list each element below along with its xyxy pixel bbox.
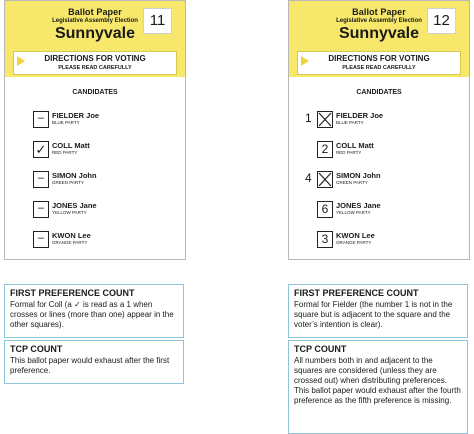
- ballot-paper: [288, 0, 470, 260]
- election-name: Legislative Assembly Election: [52, 18, 138, 24]
- directions-band: [289, 49, 469, 77]
- tcp-count-title: TCP COUNT: [294, 344, 347, 354]
- directions-title: DIRECTIONS FOR VOTING: [328, 54, 430, 63]
- candidate-row: [289, 201, 469, 223]
- first-preference-text: Formal for Fielder (the number 1 is not in the square but is adjacent to the square and the voter’s intention is clear).: [294, 300, 453, 329]
- tcp-count-title: TCP COUNT: [10, 344, 63, 354]
- tcp-count-box: [4, 340, 184, 384]
- tcp-count-text: This ballot paper would exhaust after the first preference.: [10, 356, 170, 375]
- preference-square[interactable]: [317, 231, 333, 248]
- candidate-row: [289, 171, 469, 193]
- preference-number: 2: [321, 142, 329, 156]
- first-preference-title: FIRST PREFERENCE COUNT: [294, 288, 419, 298]
- cross-mark-icon: [318, 112, 332, 127]
- preference-square[interactable]: [33, 111, 49, 128]
- candidate-name: FIELDER Joe: [336, 111, 384, 120]
- adjacent-preference-number: 1: [305, 111, 312, 125]
- candidate-party: ORANGE PARTY: [52, 240, 88, 245]
- directions-subtitle: PLEASE READ CAREFULLY: [342, 65, 416, 71]
- candidate-row: [5, 171, 185, 193]
- candidate-name: COLL Matt: [52, 141, 90, 150]
- dash-mark: –: [37, 202, 45, 214]
- tcp-count-text: All numbers both in and adjacent to the squares are considered (unless they are crossed out) when distributing preferences. This ballot paper would exhaust after the fourth preference as the fifth preference is missing.: [294, 356, 461, 405]
- preference-square[interactable]: [33, 201, 49, 218]
- ballot-header: [5, 1, 185, 49]
- first-preference-text: Formal for Coll (a ✓ is read as a 1 when crosses or lines (more than one) appear in the other squares).: [10, 300, 174, 329]
- adjacent-preference-number: 4: [305, 171, 312, 185]
- candidate-name: JONES Jane: [52, 201, 97, 210]
- preference-square[interactable]: [33, 231, 49, 248]
- candidate-row: [289, 141, 469, 163]
- candidate-party: ORANGE PARTY: [336, 240, 372, 245]
- candidate-row: [5, 231, 185, 253]
- ballot-paper: [4, 0, 186, 260]
- dash-mark: –: [37, 172, 45, 184]
- ballot-header: [289, 1, 469, 49]
- candidate-name: SIMON John: [52, 171, 97, 180]
- preference-number: 6: [321, 202, 329, 216]
- candidate-row: [5, 201, 185, 223]
- ballot-paper-title: Ballot Paper: [68, 7, 122, 17]
- candidate-party: BLUE PARTY: [336, 120, 364, 125]
- preference-number: 3: [321, 232, 329, 246]
- candidate-row: [289, 111, 469, 133]
- tcp-count-box: [288, 340, 468, 434]
- candidates-heading: CANDIDATES: [72, 89, 118, 96]
- check-mark-icon: ✓: [35, 142, 47, 157]
- ballot-number: 11: [143, 8, 172, 34]
- district-name: Sunnyvale: [54, 25, 136, 42]
- candidate-party: GREEN PARTY: [336, 180, 368, 185]
- election-name: Legislative Assembly Election: [336, 18, 422, 24]
- preference-square[interactable]: [317, 111, 333, 128]
- cross-mark-icon: [318, 172, 332, 187]
- directions-box: [297, 51, 461, 75]
- ballot-paper-title: Ballot Paper: [352, 7, 406, 17]
- ballot-number: 12: [427, 8, 456, 34]
- district-name: Sunnyvale: [338, 25, 420, 42]
- candidate-row: [5, 141, 185, 163]
- candidate-party: BLUE PARTY: [52, 120, 80, 125]
- preference-square[interactable]: [317, 201, 333, 218]
- directions-band: [5, 49, 185, 77]
- candidate-row: [5, 111, 185, 133]
- directions-title: DIRECTIONS FOR VOTING: [44, 54, 146, 63]
- candidate-party: GREEN PARTY: [52, 180, 84, 185]
- first-preference-box: [4, 284, 184, 338]
- candidate-row: [289, 231, 469, 253]
- preference-square[interactable]: [33, 171, 49, 188]
- preference-square[interactable]: [317, 171, 333, 188]
- candidate-name: SIMON John: [336, 171, 381, 180]
- candidate-name: KWON Lee: [336, 231, 375, 240]
- candidate-party: RED PARTY: [52, 150, 78, 155]
- candidate-party: RED PARTY: [336, 150, 362, 155]
- candidate-name: FIELDER Joe: [52, 111, 100, 120]
- dash-mark: –: [37, 232, 45, 244]
- first-preference-title: FIRST PREFERENCE COUNT: [10, 288, 135, 298]
- candidate-name: KWON Lee: [52, 231, 91, 240]
- preference-square[interactable]: [317, 141, 333, 158]
- directions-box: [13, 51, 177, 75]
- first-preference-box: [288, 284, 468, 338]
- candidate-name: COLL Matt: [336, 141, 374, 150]
- candidate-party: YELLOW PARTY: [336, 210, 371, 215]
- dash-mark: –: [37, 112, 45, 124]
- candidate-party: YELLOW PARTY: [52, 210, 87, 215]
- candidates-heading: CANDIDATES: [356, 89, 402, 96]
- directions-subtitle: PLEASE READ CAREFULLY: [58, 65, 132, 71]
- preference-square[interactable]: [33, 141, 49, 158]
- candidate-name: JONES Jane: [336, 201, 381, 210]
